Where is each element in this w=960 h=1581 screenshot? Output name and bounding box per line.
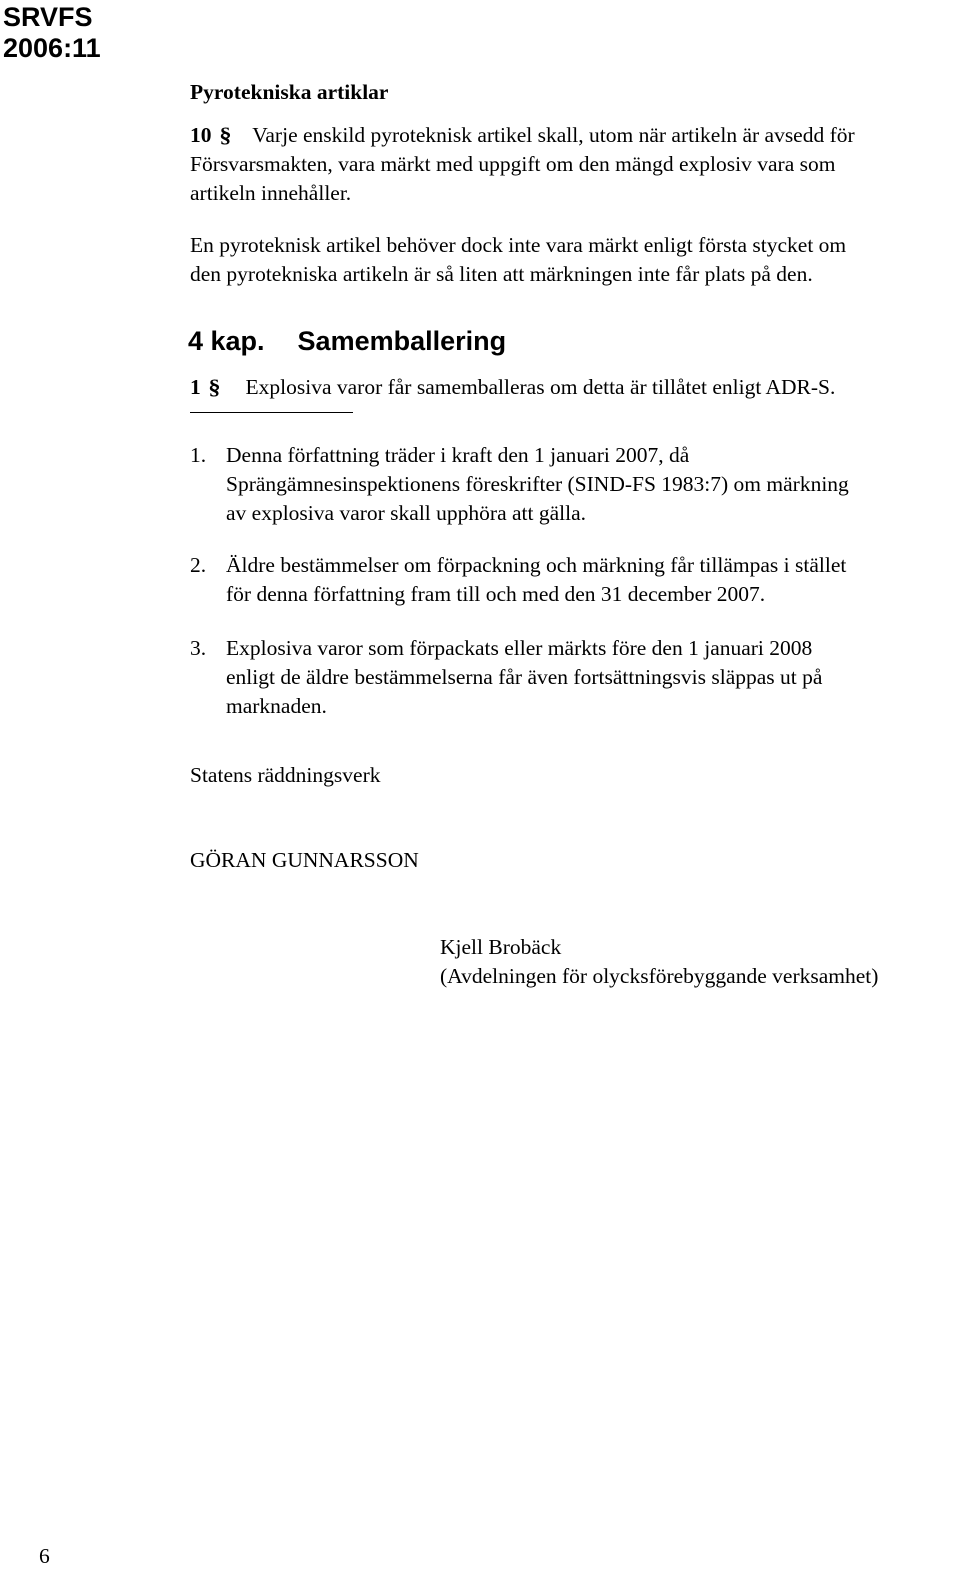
paragraph-text: Varje enskild pyroteknisk artikel skall, utom när artikeln är avsedd för: [252, 123, 855, 147]
section-sign: §: [218, 123, 232, 147]
provision-line: Denna författning träder i kraft den 1 januari 2007, då: [226, 443, 690, 467]
paragraph-text: Explosiva varor får samemballeras om detta är tillåtet enligt ADR-S.: [245, 375, 836, 399]
provision-line: enligt de äldre bestämmelserna får även fortsättningsvis släppas ut på: [226, 665, 823, 689]
chapter-number: 4 kap.: [188, 326, 265, 356]
paragraph-number: 10: [190, 123, 212, 147]
chapter-paragraph-1: [190, 373, 960, 402]
issuing-authority: Statens räddningsverk: [190, 763, 381, 787]
provision-number: 1.: [190, 443, 207, 467]
document-header: [3, 2, 101, 64]
provision-line: Sprängämnesinspektionens föreskrifter (SIND-FS 1983:7) om märkning: [226, 472, 849, 496]
header-series: SRVFS: [3, 2, 93, 32]
paragraph-10-line-1: [190, 121, 960, 150]
official-name: Kjell Brobäck: [440, 935, 562, 959]
provision-line: av explosiva varor skall upphöra att gälla.: [226, 501, 587, 525]
paragraph-10-second-line-2: den pyrotekniska artikeln är så liten att märkningen inte får plats på den.: [190, 262, 813, 286]
paragraph-10-line-2: Försvarsmakten, vara märkt med uppgift om den mängd explosiv vara som: [190, 152, 836, 176]
header-number: 2006:11: [3, 33, 101, 63]
chapter-title: Samemballering: [297, 326, 507, 356]
provision-line: marknaden.: [226, 694, 327, 718]
provision-line: för denna författning fram till och med den 31 december 2007.: [226, 582, 766, 606]
transitional-provision-2: [190, 551, 960, 609]
transitional-provision-1: [190, 441, 960, 528]
provision-number: 2.: [190, 553, 207, 577]
paragraph-10: [190, 121, 960, 208]
paragraph-10-second: [190, 231, 960, 289]
provision-number: 3.: [190, 636, 207, 660]
chapter-heading: [188, 324, 506, 358]
page-number: 6: [39, 1544, 50, 1568]
paragraph-10-second-line-1: En pyroteknisk artikel behöver dock inte vara märkt enligt första stycket om: [190, 233, 847, 257]
provision-line: Explosiva varor som förpackats eller märkts före den 1 januari 2008: [226, 636, 813, 660]
section-sign: §: [207, 375, 221, 399]
section-heading: Pyrotekniska artiklar: [190, 80, 389, 104]
separator-rule: [190, 412, 353, 413]
provision-line: Äldre bestämmelser om förpackning och märkning får tillämpas i stället: [226, 553, 847, 577]
paragraph-number: 1: [190, 375, 201, 399]
official-department: (Avdelningen för olycksförebyggande verksamhet): [440, 964, 879, 988]
transitional-provision-3: [190, 634, 960, 721]
signer-name: GÖRAN GUNNARSSON: [190, 848, 419, 872]
official-signature: [440, 933, 878, 991]
paragraph-10-line-3: artikeln innehåller.: [190, 181, 352, 205]
